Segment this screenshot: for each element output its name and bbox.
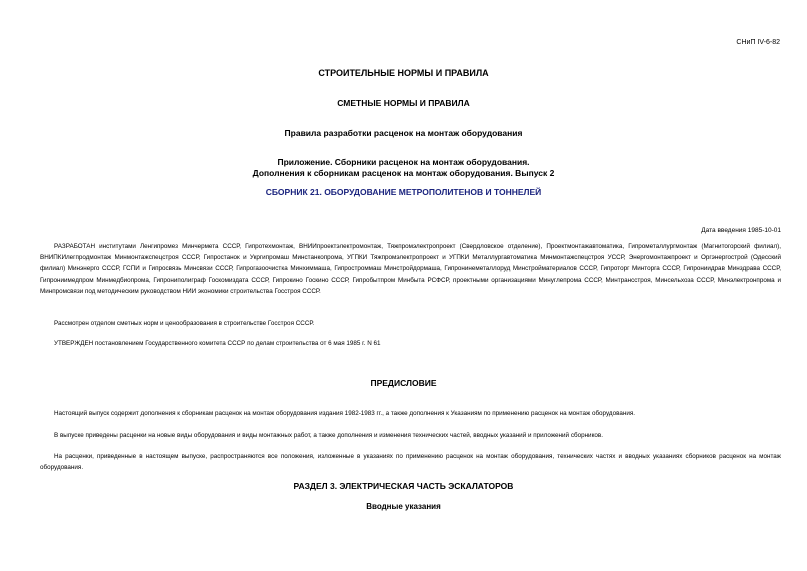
- appendix-line-2: Дополнения к сборникам расценок на монтаж оборудования. Выпуск 2: [252, 168, 555, 178]
- collection-title: СБОРНИК 21. ОБОРУДОВАНИЕ МЕТРОПОЛИТЕНОВ И ТОННЕЛЕЙ: [265, 187, 542, 197]
- document-code: СНиП IV-6-82: [736, 39, 780, 46]
- preface-title: ПРЕДИСЛОВИЕ: [370, 378, 437, 388]
- title-main: СТРОИТЕЛЬНЫЕ НОРМЫ И ПРАВИЛА: [318, 68, 489, 78]
- appendix-heading: [0, 157, 807, 179]
- preface-paragraph-3: На расценки, приведенные в настоящем выпуске, распространяются все положения, изложенные в указаниях по применению расценок на монтаж оборудования, технических частях и вводных указаниях сборников расценок на монтаж оборудования.: [40, 453, 781, 472]
- developed-by-paragraph: РАЗРАБОТАН институтами Ленгипромез Минчермета СССР, Гипротехмонтаж, ВНИИпроектэлектромонтаж, Тяжпромэлектропроект (Свердловское отделение), Проектмонтажавтоматика, Гипрометаллургмонтаж (Магнитогорский филиал), ВНИПКИлегпродмонтаж Минмонтажспецстроя СССР, Гипростанок и Укргипромаш Минстанкопрома, УГПКИ Тяжпромэлектропроект и УГПКИ Металлургавтоматика Минмонтажспецстроя УССР, Энергомонтажпроект и Оргэнергострой (Одесский филиал) Минэнерго СССР, ГСПИ и Гипросвязь Минсвязи СССР, Гипрогазоочистка Минхиммаша, Гипростроммаш Минстройдормаша, Гипронинеметаллоруд Минстройматериалов СССР, Гипроторг Минторга СССР, Гипрониидрав Минздрава СССР, Гипрониимедпром Минмедбиопрома, Гипрониполиграф Госкомиздата СССР, Гипрокино Госкино СССР, Гипробытпром Минбыта РСФСР, проектными организациями Минуглепрома СССР, Минтрансстроя, Минсельхоза СССР, Минэлектронпрома и Минпромсвязи под методическим руководством НИИ экономики строительства Госстроя СССР.: [40, 243, 781, 295]
- approved-by-paragraph: УТВЕРЖДЕН постановлением Государственного комитета СССР по делам строительства от 6 мая 1985 г. N 61: [54, 340, 381, 347]
- appendix-line-1: Приложение. Сборники расценок на монтаж оборудования.: [277, 157, 530, 167]
- section-title: РАЗДЕЛ 3. ЭЛЕКТРИЧЕСКАЯ ЧАСТЬ ЭСКАЛАТОРОВ: [293, 481, 514, 491]
- preface-paragraph-1: Настоящий выпуск содержит дополнения к сборникам расценок на монтаж оборудования издания 1982-1983 гг., а также дополнения к Указаниям по применению расценок на монтаж оборудования.: [54, 410, 636, 417]
- intro-date: Дата введения 1985-10-01: [701, 227, 781, 234]
- title-sub: СМЕТНЫЕ НОРМЫ И ПРАВИЛА: [337, 98, 470, 108]
- reviewed-by-paragraph: Рассмотрен отделом сметных норм и ценообразования в строительстве Госстроя СССР.: [54, 320, 315, 327]
- title-rules: Правила разработки расценок на монтаж оборудования: [284, 128, 523, 138]
- preface-paragraph-2: В выпуске приведены расценки на новые виды оборудования и виды монтажных работ, а также дополнения и изменения технических частей, вводных указаний и приложений сборников.: [54, 432, 603, 439]
- section-subtitle: Вводные указания: [366, 502, 441, 511]
